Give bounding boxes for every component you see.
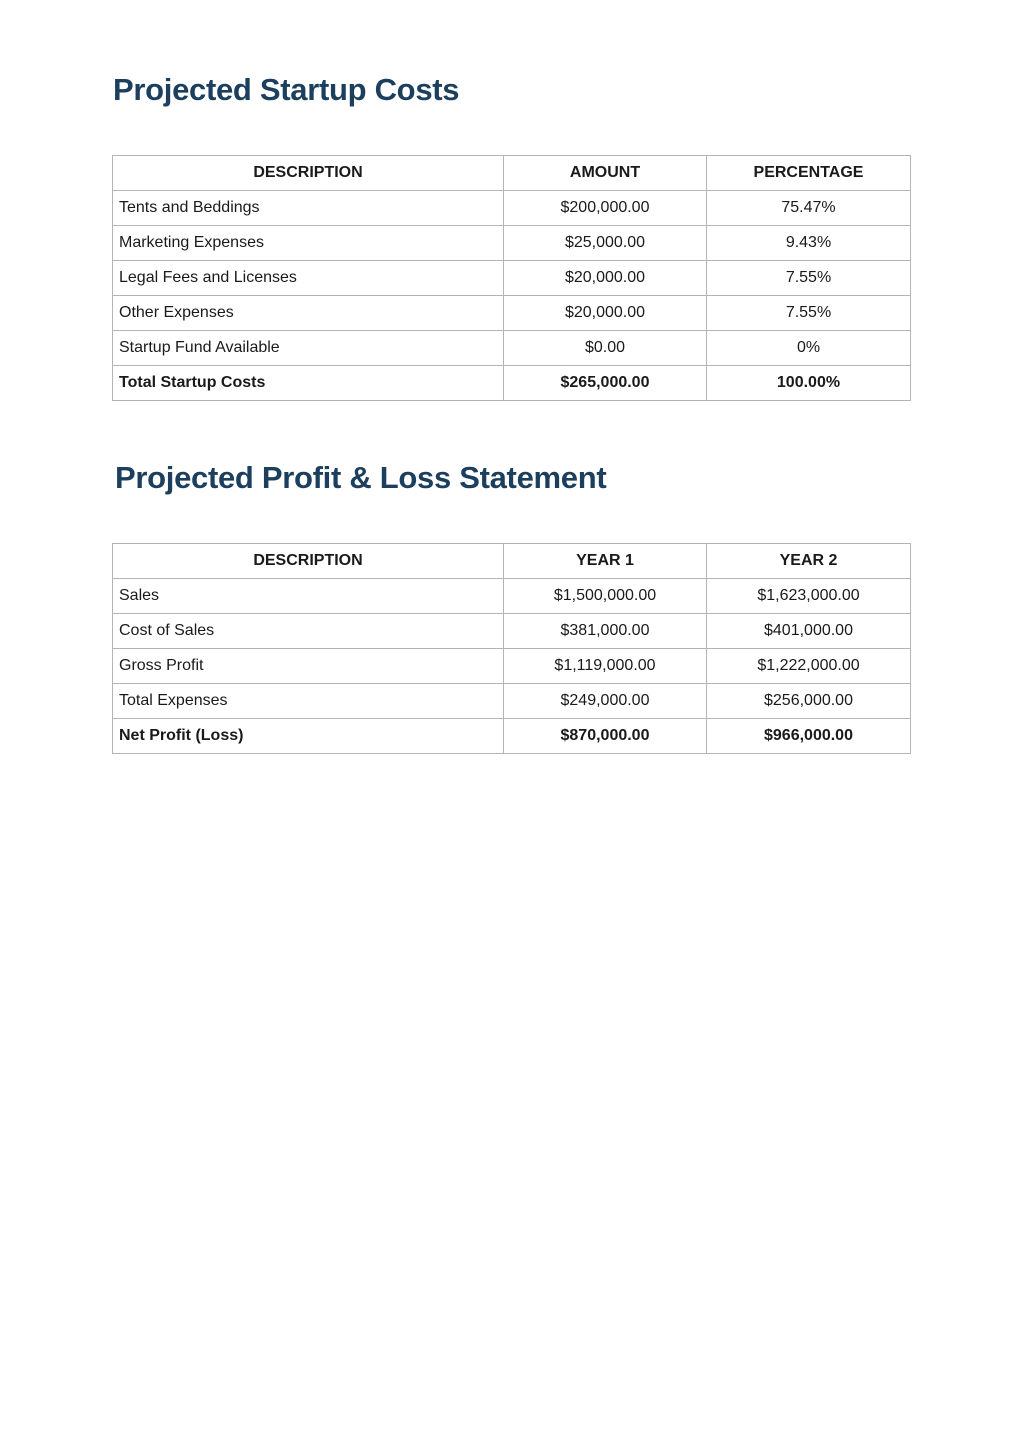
table-row <box>113 191 911 226</box>
profit-loss-table <box>112 543 911 754</box>
profit-loss-title: Projected Profit & Loss Statement <box>115 460 607 495</box>
row-description: Tents and Beddings <box>113 191 504 226</box>
row-amount: $0.00 <box>504 331 707 366</box>
column-header-year-2: YEAR 2 <box>707 544 911 579</box>
row-amount: $20,000.00 <box>504 261 707 296</box>
row-description: Marketing Expenses <box>113 226 504 261</box>
total-amount: $265,000.00 <box>504 366 707 401</box>
table-row <box>113 296 911 331</box>
row-description: Gross Profit <box>113 649 504 684</box>
row-year-2: $1,623,000.00 <box>707 579 911 614</box>
column-header-amount: AMOUNT <box>504 156 707 191</box>
row-year-1: $1,500,000.00 <box>504 579 707 614</box>
row-percentage: 9.43% <box>707 226 911 261</box>
row-year-1: $249,000.00 <box>504 684 707 719</box>
table-row <box>113 649 911 684</box>
table-header-row <box>113 544 911 579</box>
startup-costs-title: Projected Startup Costs <box>113 72 460 107</box>
column-header-year-1: YEAR 1 <box>504 544 707 579</box>
startup-costs-table <box>112 155 911 401</box>
table-row <box>113 226 911 261</box>
row-percentage: 7.55% <box>707 261 911 296</box>
column-header-description: DESCRIPTION <box>113 156 504 191</box>
row-description: Cost of Sales <box>113 614 504 649</box>
total-year-2: $966,000.00 <box>707 719 911 754</box>
total-year-1: $870,000.00 <box>504 719 707 754</box>
table-header-row <box>113 156 911 191</box>
row-amount: $20,000.00 <box>504 296 707 331</box>
row-year-2: $256,000.00 <box>707 684 911 719</box>
row-description: Total Expenses <box>113 684 504 719</box>
row-year-2: $401,000.00 <box>707 614 911 649</box>
row-description: Legal Fees and Licenses <box>113 261 504 296</box>
column-header-description: DESCRIPTION <box>113 544 504 579</box>
total-description: Net Profit (Loss) <box>113 719 504 754</box>
row-year-2: $1,222,000.00 <box>707 649 911 684</box>
row-description: Startup Fund Available <box>113 331 504 366</box>
table-row <box>113 684 911 719</box>
total-description: Total Startup Costs <box>113 366 504 401</box>
row-year-1: $381,000.00 <box>504 614 707 649</box>
row-year-1: $1,119,000.00 <box>504 649 707 684</box>
row-percentage: 7.55% <box>707 296 911 331</box>
table-row <box>113 614 911 649</box>
row-description: Other Expenses <box>113 296 504 331</box>
table-row <box>113 579 911 614</box>
row-amount: $25,000.00 <box>504 226 707 261</box>
row-description: Sales <box>113 579 504 614</box>
table-row <box>113 331 911 366</box>
total-row <box>113 366 911 401</box>
column-header-percentage: PERCENTAGE <box>707 156 911 191</box>
table-row <box>113 261 911 296</box>
row-percentage: 75.47% <box>707 191 911 226</box>
row-percentage: 0% <box>707 331 911 366</box>
total-percentage: 100.00% <box>707 366 911 401</box>
row-amount: $200,000.00 <box>504 191 707 226</box>
total-row <box>113 719 911 754</box>
